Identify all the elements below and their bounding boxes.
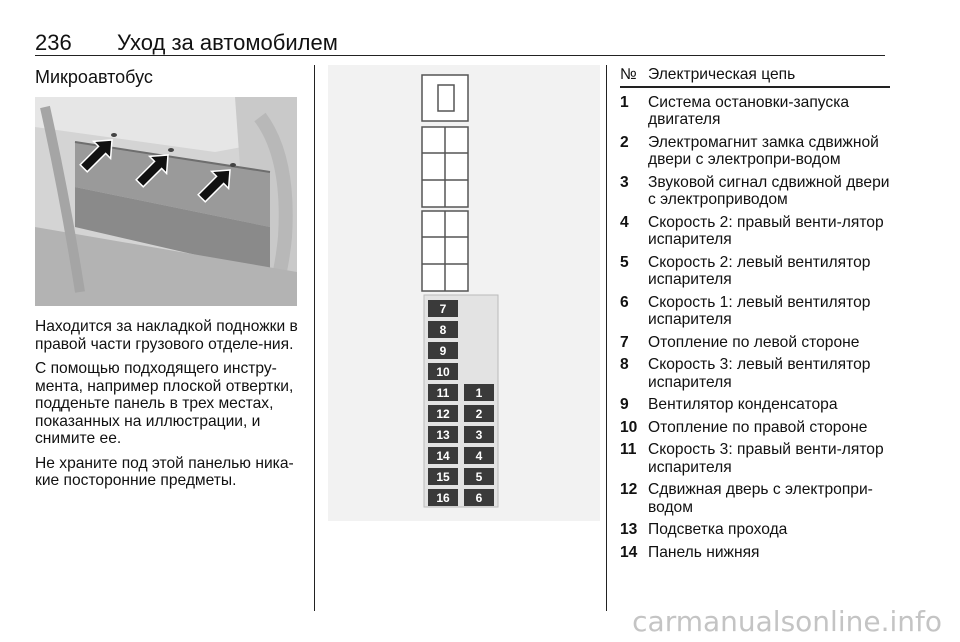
fuse-label: 6 <box>475 491 483 505</box>
fuse-label: 3 <box>475 428 483 442</box>
header-rule <box>35 55 885 56</box>
fuse-16 <box>428 489 458 506</box>
fuse-label: 11 <box>436 386 450 400</box>
fuse-label: 15 <box>436 470 450 484</box>
row-text: Скорость 2: левый вентилятор испарителя <box>648 253 871 288</box>
fuse-label: 9 <box>439 344 447 358</box>
row-number: 11 <box>620 441 637 458</box>
table-row <box>620 396 890 414</box>
fuse-label: 2 <box>475 407 483 421</box>
section-title: Микроавтобус <box>35 67 153 87</box>
table-row <box>620 254 890 289</box>
fuse-1 <box>464 384 494 401</box>
row-text: Звуковой сигнал сдвижной двери с электроприводом <box>648 173 890 208</box>
table-row <box>620 94 890 129</box>
fuse-15 <box>428 468 458 485</box>
fuse-label: 4 <box>475 449 483 463</box>
row-text: Электромагнит замка сдвижной двери с электропри-водом <box>648 133 879 168</box>
fuse-2 <box>464 405 494 422</box>
row-text: Скорость 2: правый венти-лятор испарителя <box>648 213 884 248</box>
table-row <box>620 521 890 539</box>
table-row <box>620 481 890 516</box>
fuse-4 <box>464 447 494 464</box>
header-label: Электрическая цепь <box>648 66 796 83</box>
row-text: Скорость 3: правый венти-лятор испарителя <box>648 441 884 476</box>
fuse-5 <box>464 468 494 485</box>
table-row <box>620 294 890 329</box>
column-divider-right <box>606 65 607 611</box>
row-text: Отопление по левой стороне <box>648 333 860 351</box>
fuse-box-diagram <box>328 65 600 521</box>
fuse-label: 13 <box>436 428 450 442</box>
paragraph: С помощью подходящего инстру-мента, например плоской отвертки, подденьте панель в трех местах, показанных на иллюстрации, и снимите ее. <box>35 360 294 447</box>
row-number: 1 <box>620 93 629 111</box>
fuse-label: 10 <box>436 365 450 379</box>
row-number: 9 <box>620 396 629 413</box>
column-divider-left <box>314 65 315 611</box>
circuit-table <box>620 66 890 566</box>
fuse-8 <box>428 321 458 338</box>
row-text: Сдвижная дверь с электропри-водом <box>648 481 873 516</box>
step-cover-illustration <box>35 97 297 306</box>
fuse-10 <box>428 363 458 380</box>
row-text: Панель нижняя <box>648 543 760 561</box>
row-text: Отопление по правой стороне <box>648 418 868 436</box>
row-number: 7 <box>620 333 629 351</box>
instructions-text <box>35 318 305 497</box>
row-number: 3 <box>620 173 629 191</box>
fuse-3 <box>464 426 494 443</box>
table-row <box>620 356 890 391</box>
page-number: 236 <box>35 30 72 55</box>
row-number: 2 <box>620 133 629 151</box>
row-number: 14 <box>620 543 638 561</box>
table-row <box>620 419 890 437</box>
row-text: Подсветка прохода <box>648 521 788 538</box>
fuse-14 <box>428 447 458 464</box>
page-title: Уход за автомобилем <box>117 30 338 55</box>
table-row <box>620 134 890 169</box>
row-text: Скорость 1: левый вентилятор испарителя <box>648 293 871 328</box>
paragraph: Находится за накладкой подножки в правой части грузового отделе-ния. <box>35 318 298 353</box>
fuse-label: 16 <box>436 491 450 505</box>
row-number: 10 <box>620 418 638 436</box>
arrow-icon <box>75 132 120 177</box>
table-row <box>620 334 890 352</box>
table-row <box>620 174 890 209</box>
fuse-label: 5 <box>475 470 483 484</box>
fuse-12 <box>428 405 458 422</box>
arrow-icon <box>193 162 238 207</box>
paragraph: Не храните под этой панелью ника-кие посторонние предметы. <box>35 454 294 489</box>
row-number: 5 <box>620 253 629 271</box>
header-num: № <box>620 66 637 83</box>
fuse-label: 12 <box>436 407 450 421</box>
fuse-6 <box>464 489 494 506</box>
fuse-11 <box>428 384 458 401</box>
fuse-label: 7 <box>439 302 447 316</box>
fuse-label: 14 <box>436 449 450 463</box>
row-number: 13 <box>620 521 638 538</box>
row-text: Вентилятор конденсатора <box>648 396 838 413</box>
arrow-icon <box>131 147 176 192</box>
fuse-label: 1 <box>475 386 483 400</box>
table-row <box>620 214 890 249</box>
row-number: 4 <box>620 213 629 231</box>
watermark: carmanualsonline.info <box>632 605 942 638</box>
row-text: Система остановки-запуска двигателя <box>648 93 850 128</box>
row-number: 6 <box>620 293 629 311</box>
fuse-13 <box>428 426 458 443</box>
fuse-7 <box>428 300 458 317</box>
row-text: Скорость 3: левый вентилятор испарителя <box>648 356 871 391</box>
table-row <box>620 544 890 562</box>
row-number: 8 <box>620 356 629 373</box>
row-number: 12 <box>620 481 638 498</box>
table-row <box>620 441 890 476</box>
table-header <box>620 66 890 88</box>
fuse-label: 8 <box>439 323 447 337</box>
fuse-9 <box>428 342 458 359</box>
